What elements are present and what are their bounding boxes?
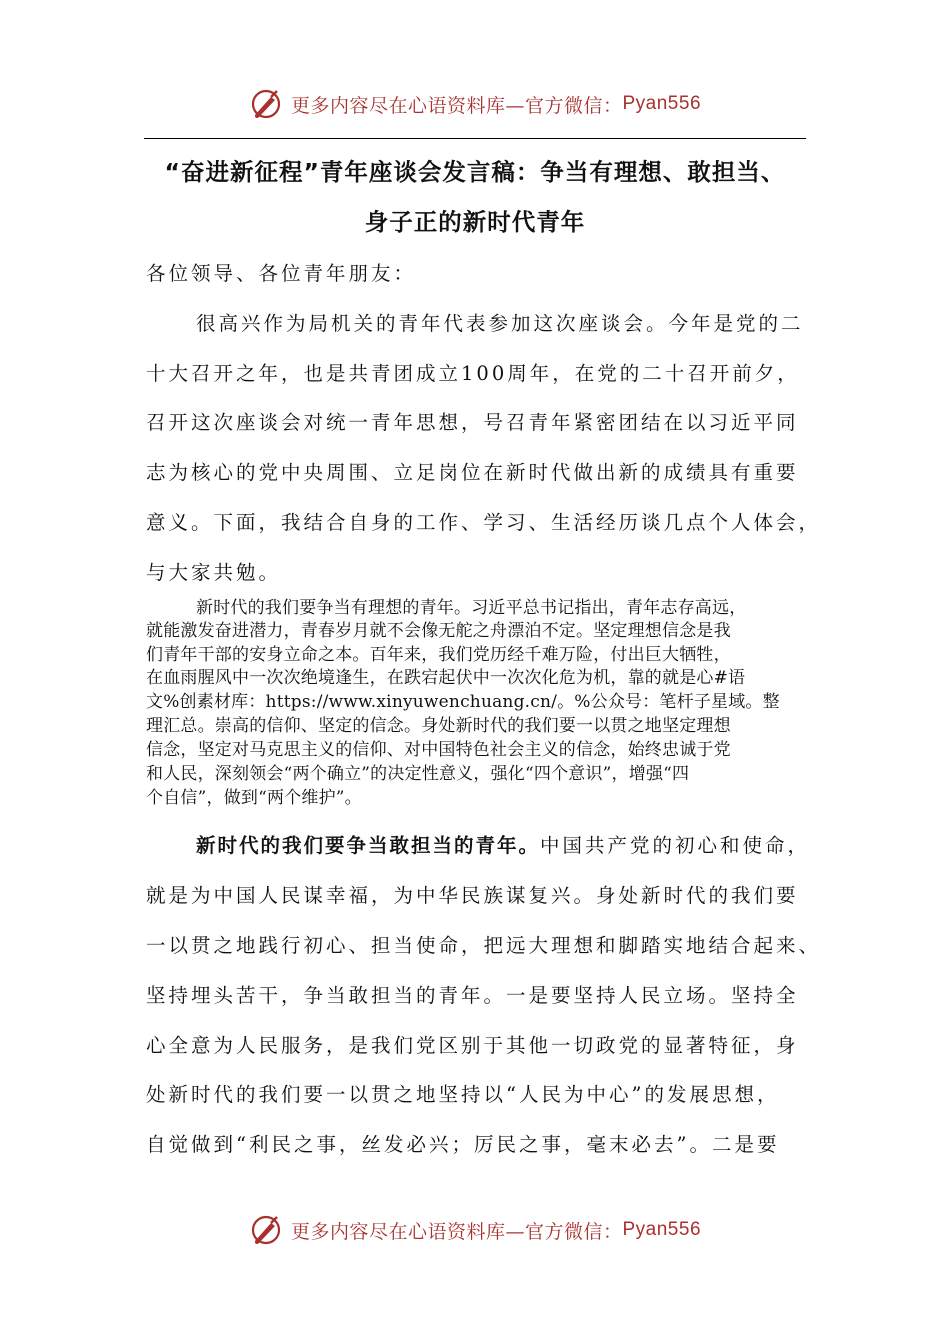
document-title-line-1: “奋进新征程”青年座谈会发言稿：争当有理想、敢担当、 bbox=[164, 158, 786, 186]
section2-heading: 新时代的我们要争当敢担当的青年。 bbox=[196, 834, 541, 857]
header-banner-text: 更多内容尽在心语资料库—官方微信： bbox=[290, 94, 623, 117]
section1-line: 个自信”，做到“两个维护”。 bbox=[146, 788, 362, 808]
section1-line: 文%创素材库：https://www.xinyuwenchuang.cn/。%公众号：笔杆子星域。整 bbox=[146, 692, 780, 712]
section2-line: 处新时代的我们要一以贯之地坚持以“人民为中心”的发展思想， bbox=[146, 1083, 780, 1106]
section2-line: 一以贯之地践行初心、担当使命，把远大理想和脚踏实地结合起来、 bbox=[146, 934, 822, 957]
section2-line: 就是为中国人民谋幸福，为中华民族谋复兴。身处新时代的我们要 bbox=[146, 884, 799, 907]
section1-line: 在血雨腥风中一次次绝境逢生，在跌宕起伏中一次次化危为机，靠的就是心#语 bbox=[146, 668, 746, 688]
section1-line: 新时代的我们要争当有理想的青年。习近平总书记指出，青年志存高远， bbox=[196, 598, 747, 618]
intro-line: 十大召开之年，也是共青团成立100周年，在党的二十召开前夕， bbox=[146, 362, 800, 385]
section1-line: 理汇总。崇高的信仰、坚定的信念。身处新时代的我们要一以贯之地坚定理想 bbox=[146, 716, 731, 736]
section1-line: 信念，坚定对马克思主义的信仰、对中国特色社会主义的信念，始终忠诚于党 bbox=[146, 740, 731, 760]
section2-first-line bbox=[196, 830, 810, 858]
pen-logo-icon bbox=[249, 87, 283, 121]
intro-line: 志为核心的党中央周围、立足岗位在新时代做出新的成绩具有重要 bbox=[146, 461, 799, 484]
intro-line: 意义。下面，我结合自身的工作、学习、生活经历谈几点个人体会， bbox=[146, 511, 822, 534]
footer-banner-text: 更多内容尽在心语资料库—官方微信： bbox=[290, 1220, 623, 1243]
greeting: 各位领导、各位青年朋友： bbox=[146, 262, 417, 285]
footer-banner-handle: Pyan556 bbox=[622, 1219, 702, 1240]
section2-line: 心全意为人民服务，是我们党区别于其他一切政党的显著特征，身 bbox=[146, 1034, 799, 1057]
intro-line: 召开这次座谈会对统一青年思想，号召青年紧密团结在以习近平同 bbox=[146, 411, 799, 434]
header-divider bbox=[144, 138, 806, 139]
intro-line: 很高兴作为局机关的青年代表参加这次座谈会。今年是党的二 bbox=[196, 312, 804, 335]
document-title-line-2: 身子正的新时代青年 bbox=[364, 208, 586, 236]
section2-line: 自觉做到“利民之事，丝发必兴；厉民之事，毫末必去”。二是要 bbox=[146, 1133, 780, 1156]
section1-line: 就能激发奋进潜力，青春岁月就不会像无舵之舟漂泊不定。坚定理想信念是我 bbox=[146, 621, 731, 641]
intro-line: 与大家共勉。 bbox=[146, 561, 282, 584]
section1-line: 们青年干部的安身立命之本。百年来，我们党历经千难万险，付出巨大牺牲， bbox=[146, 645, 731, 665]
section2-line: 坚持埋头苦干，争当敢担当的青年。一是要坚持人民立场。坚持全 bbox=[146, 984, 799, 1007]
header-banner-handle: Pyan556 bbox=[622, 93, 702, 114]
pen-logo-icon bbox=[249, 1213, 283, 1247]
header-banner bbox=[0, 82, 950, 126]
section1-line: 和人民，深刻领会“两个确立”的决定性意义，强化“四个意识”，增强“四 bbox=[146, 764, 690, 784]
section2-first-rest: 中国共产党的初心和使命， bbox=[540, 834, 811, 857]
footer-banner bbox=[0, 1208, 950, 1252]
